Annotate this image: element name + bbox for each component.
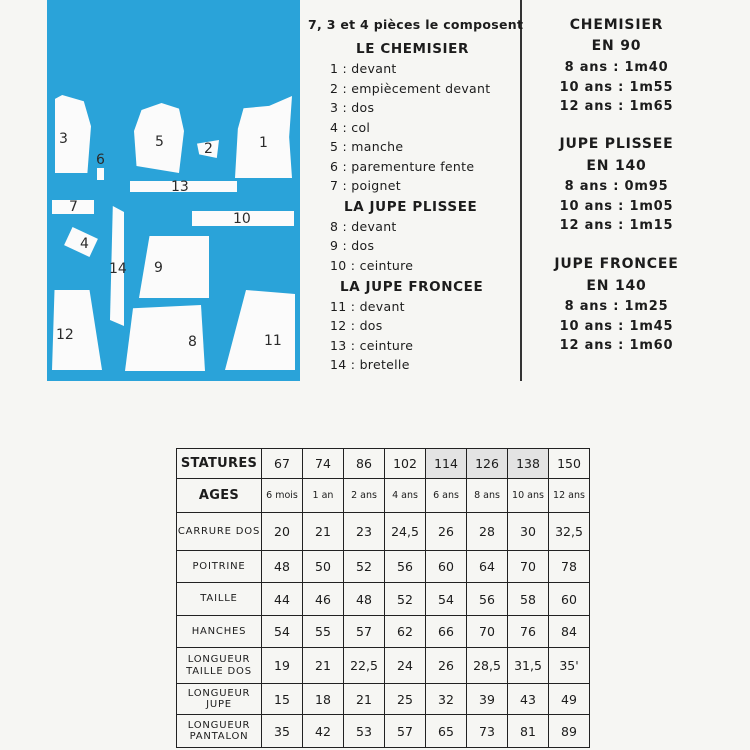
piece-number-11: 11 [264, 333, 282, 349]
fabric-title-chemisier: CHEMISIER [569, 17, 664, 33]
table-row [177, 648, 590, 684]
composition-intro: 7, 3 et 4 pièces le composent [308, 17, 524, 32]
table-cell: 35' [549, 648, 590, 684]
list-item: 4 : col [330, 120, 371, 135]
piece-number-3: 3 [59, 131, 68, 147]
table-cell: 70 [508, 551, 549, 583]
table-row [177, 715, 590, 748]
table-cell: 20 [262, 513, 303, 551]
table-row [177, 684, 590, 715]
table-cell: 44 [262, 583, 303, 616]
row-label: POITRINE [177, 551, 262, 583]
table-cell: 76 [508, 616, 549, 648]
table-cell: 15 [262, 684, 303, 715]
fabric-line: 10 ans : 1m05 [559, 199, 674, 214]
pattern-piece-11 [225, 290, 295, 370]
table-cell: 56 [467, 583, 508, 616]
piece-number-8: 8 [188, 334, 197, 350]
statures-label: STATURES [177, 449, 262, 479]
pattern-piece-9 [139, 236, 209, 298]
piece-number-14: 14 [109, 261, 127, 277]
table-cell: 50 [303, 551, 344, 583]
table-cell: 8 ans [467, 479, 508, 513]
row-label: CARRURE DOS [177, 513, 262, 551]
list-item: 2 : empiècement devant [330, 81, 491, 96]
table-cell: 60 [426, 551, 467, 583]
fabric-line: 10 ans : 1m55 [559, 80, 674, 95]
pattern-piece-6 [97, 168, 104, 180]
table-cell: 21 [344, 684, 385, 715]
list-item: 3 : dos [330, 100, 375, 115]
table-cell: 67 [262, 449, 303, 479]
table-cell: 81 [508, 715, 549, 748]
table-cell: 150 [549, 449, 590, 479]
table-cell: 86 [344, 449, 385, 479]
piece-number-6: 6 [96, 152, 105, 168]
fabric-line: 8 ans : 1m40 [564, 60, 669, 75]
table-cell: 28 [467, 513, 508, 551]
list-item: 8 : devant [330, 219, 397, 234]
table-row [177, 583, 590, 616]
table-cell: 24 [385, 648, 426, 684]
group-title-jupe-plissee: LA JUPE PLISSEE [344, 199, 478, 215]
fabric-title-jupe-froncee: JUPE FRONCEE [554, 256, 679, 272]
list-item: 6 : parementure fente [330, 159, 475, 174]
table-cell: 25 [385, 684, 426, 715]
list-item: 12 : dos [330, 318, 383, 333]
table-cell: 18 [303, 684, 344, 715]
table-cell: 24,5 [385, 513, 426, 551]
fabric-width: EN 140 [586, 158, 647, 174]
table-cell: 84 [549, 616, 590, 648]
table-cell: 53 [344, 715, 385, 748]
table-cell: 31,5 [508, 648, 549, 684]
table-cell: 78 [549, 551, 590, 583]
piece-number-4: 4 [80, 236, 89, 252]
table-cell: 46 [303, 583, 344, 616]
table-cell: 19 [262, 648, 303, 684]
table-cell: 58 [508, 583, 549, 616]
table-cell: 26 [426, 648, 467, 684]
table-cell: 32 [426, 684, 467, 715]
table-cell: 114 [426, 449, 467, 479]
table-cell: 54 [426, 583, 467, 616]
fabric-title-jupe-plissee: JUPE PLISSEE [559, 136, 674, 152]
table-row [177, 616, 590, 648]
table-cell: 60 [549, 583, 590, 616]
fabric-line: 8 ans : 0m95 [564, 179, 669, 194]
fabric-line: 10 ans : 1m45 [559, 319, 674, 334]
fabric-line: 8 ans : 1m25 [564, 299, 669, 314]
row-label: LONGUEUR PANTALON [177, 715, 262, 748]
fabric-line: 12 ans : 1m65 [559, 99, 674, 114]
list-item: 13 : ceinture [330, 338, 414, 353]
list-item: 7 : poignet [330, 178, 401, 193]
piece-number-12: 12 [56, 327, 74, 343]
table-cell: 32,5 [549, 513, 590, 551]
size-table [176, 448, 590, 748]
table-cell: 62 [385, 616, 426, 648]
table-cell: 43 [508, 684, 549, 715]
table-cell: 48 [344, 583, 385, 616]
table-cell: 12 ans [549, 479, 590, 513]
list-item: 9 : dos [330, 238, 375, 253]
table-cell: 21 [303, 513, 344, 551]
table-cell: 35 [262, 715, 303, 748]
table-cell: 6 ans [426, 479, 467, 513]
fabric-line: 12 ans : 1m15 [559, 218, 674, 233]
table-cell: 56 [385, 551, 426, 583]
table-cell: 52 [344, 551, 385, 583]
table-cell: 39 [467, 684, 508, 715]
table-cell: 55 [303, 616, 344, 648]
piece-number-7: 7 [69, 199, 78, 215]
table-cell: 102 [385, 449, 426, 479]
table-row [177, 479, 590, 513]
table-row [177, 513, 590, 551]
table-cell: 57 [385, 715, 426, 748]
fabric-line: 12 ans : 1m60 [559, 338, 674, 353]
pattern-pieces-figure [47, 0, 300, 381]
table-cell: 10 ans [508, 479, 549, 513]
piece-number-9: 9 [154, 260, 163, 276]
ages-label: AGES [177, 479, 262, 513]
piece-number-2: 2 [204, 141, 213, 157]
piece-number-5: 5 [155, 134, 164, 150]
list-item: 14 : bretelle [330, 357, 410, 372]
table-cell: 138 [508, 449, 549, 479]
table-cell: 70 [467, 616, 508, 648]
table-cell: 52 [385, 583, 426, 616]
fabric-width: EN 140 [586, 278, 647, 294]
table-cell: 48 [262, 551, 303, 583]
row-label: HANCHES [177, 616, 262, 648]
table-cell: 21 [303, 648, 344, 684]
table-cell: 54 [262, 616, 303, 648]
group-title-jupe-froncee: LA JUPE FRONCEE [340, 279, 484, 295]
column-divider [520, 0, 522, 381]
table-cell: 73 [467, 715, 508, 748]
piece-number-13: 13 [171, 179, 189, 195]
list-item: 5 : manche [330, 139, 404, 154]
piece-number-1: 1 [259, 135, 268, 151]
table-cell: 64 [467, 551, 508, 583]
list-item: 11 : devant [330, 299, 405, 314]
table-cell: 22,5 [344, 648, 385, 684]
table-cell: 57 [344, 616, 385, 648]
table-cell: 26 [426, 513, 467, 551]
row-label: LONGUEUR JUPE [177, 684, 262, 715]
table-cell: 49 [549, 684, 590, 715]
list-item: 1 : devant [330, 61, 397, 76]
table-cell: 126 [467, 449, 508, 479]
table-cell: 30 [508, 513, 549, 551]
table-cell: 65 [426, 715, 467, 748]
table-cell: 4 ans [385, 479, 426, 513]
table-cell: 89 [549, 715, 590, 748]
piece-number-10: 10 [233, 211, 251, 227]
row-label: TAILLE [177, 583, 262, 616]
table-cell: 6 mois [262, 479, 303, 513]
table-cell: 1 an [303, 479, 344, 513]
group-title-chemisier: LE CHEMISIER [356, 41, 469, 57]
list-item: 10 : ceinture [330, 258, 414, 273]
table-row [177, 449, 590, 479]
row-label: LONGUEUR TAILLE DOS [177, 648, 262, 684]
table-cell: 23 [344, 513, 385, 551]
table-row [177, 551, 590, 583]
table-cell: 74 [303, 449, 344, 479]
table-cell: 2 ans [344, 479, 385, 513]
table-cell: 66 [426, 616, 467, 648]
table-cell: 42 [303, 715, 344, 748]
fabric-width: EN 90 [591, 38, 642, 54]
table-cell: 28,5 [467, 648, 508, 684]
